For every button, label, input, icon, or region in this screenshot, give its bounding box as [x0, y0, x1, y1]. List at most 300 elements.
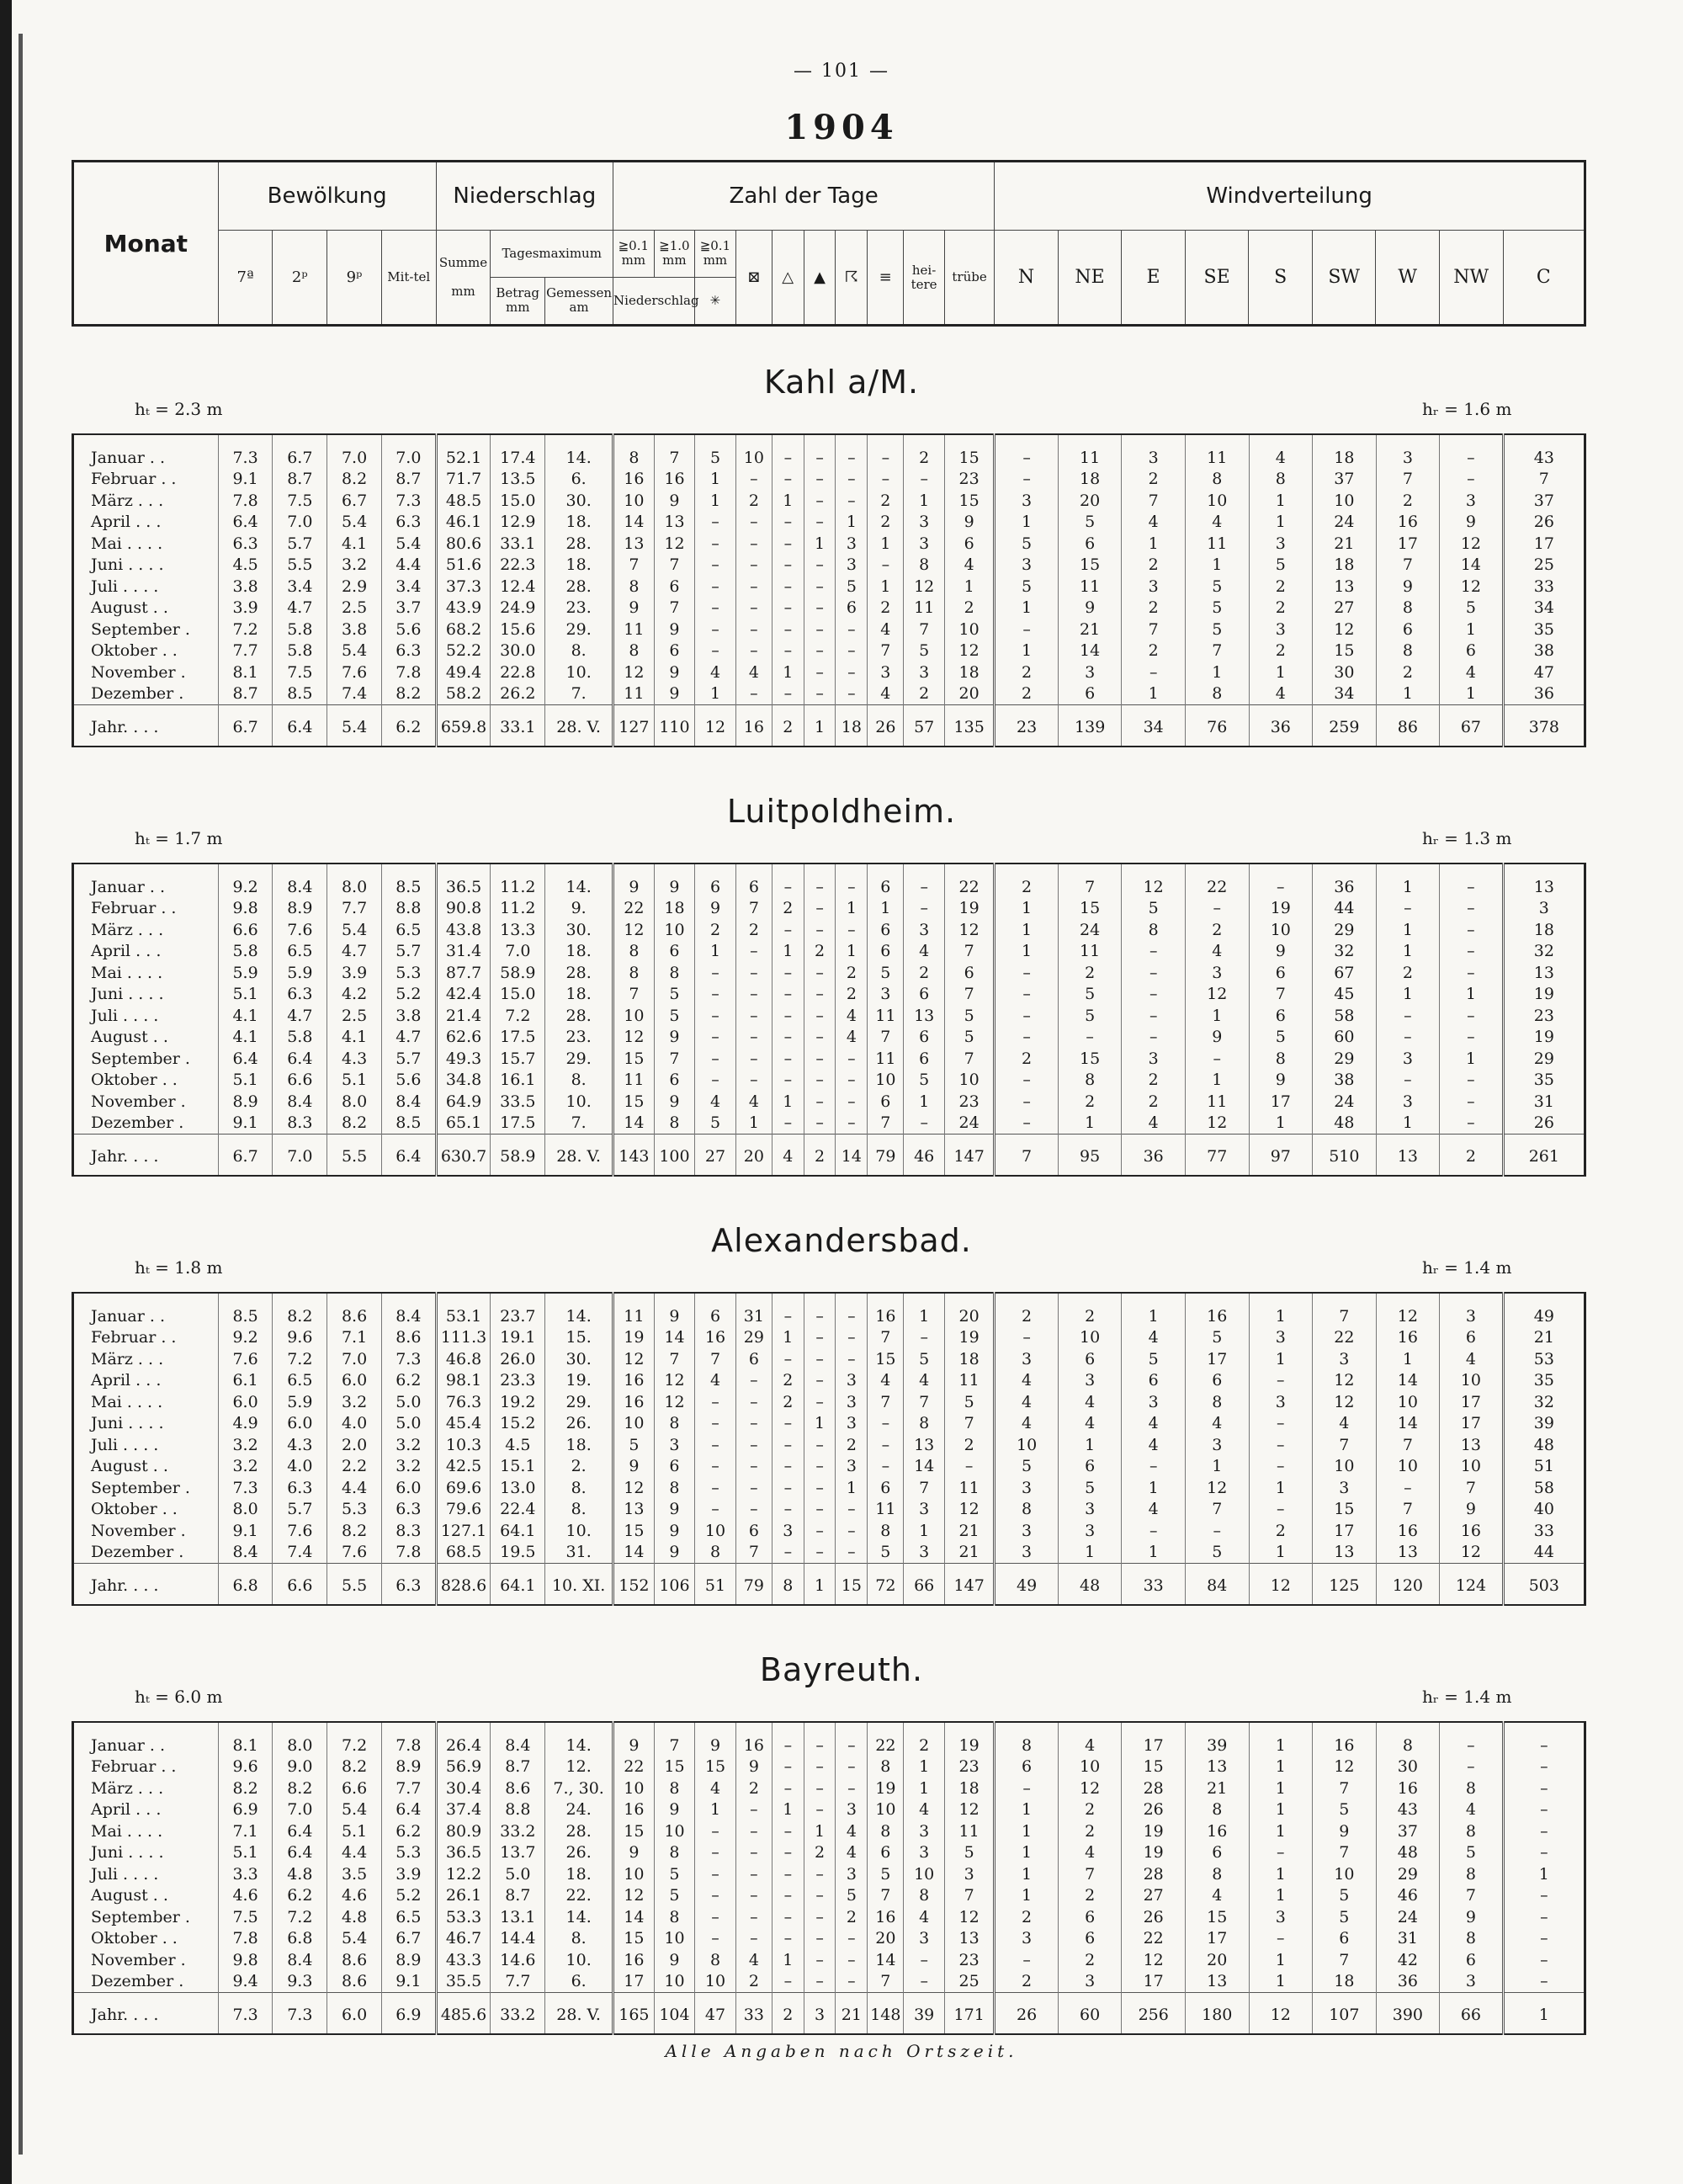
- table-cell: 4.3: [327, 1048, 382, 1070]
- table-cell: 42: [1376, 1949, 1440, 1971]
- table-cell: 4.0: [327, 1413, 382, 1435]
- table-cell: 2: [836, 1434, 868, 1456]
- month-row: [73, 1971, 1585, 1993]
- table-cell: –: [995, 1027, 1059, 1049]
- table-cell: 77: [1185, 1135, 1249, 1177]
- table-cell: 7: [654, 434, 695, 469]
- month-row: [73, 1499, 1585, 1521]
- table-cell: 8.2: [381, 683, 436, 705]
- month-row: [73, 1070, 1585, 1092]
- table-cell: 8: [613, 640, 655, 662]
- month-row: [73, 919, 1585, 941]
- table-cell: 6: [1249, 962, 1313, 984]
- table-cell: 14: [1376, 1413, 1440, 1435]
- table-cell: 14.4: [491, 1928, 545, 1950]
- table-cell: 1: [904, 1756, 945, 1778]
- table-cell: 3: [1313, 1477, 1377, 1499]
- table-cell: –: [804, 640, 836, 662]
- table-cell: 5: [1185, 598, 1249, 619]
- station-table: [72, 863, 1586, 1177]
- table-cell: 6.7: [381, 1928, 436, 1950]
- table-cell: 4: [1122, 1327, 1186, 1349]
- table-cell: 26.0: [491, 1348, 545, 1370]
- table-cell: 18.: [545, 1434, 613, 1456]
- table-cell: 51: [695, 1564, 736, 1606]
- table-cell: 2.9: [327, 576, 382, 598]
- table-cell: 9: [1440, 1906, 1504, 1928]
- table-cell: 6: [1313, 1928, 1377, 1950]
- table-cell: 26: [1503, 512, 1585, 534]
- table-cell: 23.: [545, 1027, 613, 1049]
- table-cell: 4: [772, 1135, 804, 1177]
- table-cell: –: [904, 1971, 945, 1993]
- table-cell: 16: [1185, 1293, 1249, 1327]
- table-cell: 8.5: [381, 864, 436, 898]
- table-cell: 3: [836, 533, 868, 555]
- table-cell: 21: [944, 1520, 994, 1542]
- table-cell: –: [1122, 1005, 1186, 1027]
- table-cell: 14.: [545, 434, 613, 469]
- table-cell: 17: [1185, 1348, 1249, 1370]
- table-cell: 21: [1058, 619, 1122, 640]
- table-cell: 124: [1440, 1564, 1504, 1606]
- table-cell: 10.: [545, 1520, 613, 1542]
- table-cell: 15: [944, 434, 994, 469]
- table-cell: –: [695, 1434, 736, 1456]
- table-cell: 7: [1313, 1293, 1377, 1327]
- table-cell: –: [868, 434, 904, 469]
- table-cell: 5.7: [273, 1499, 327, 1521]
- table-cell: 1: [1376, 1113, 1440, 1135]
- table-cell: 24: [1313, 1091, 1377, 1113]
- table-cell: 8.1: [218, 1722, 273, 1756]
- table-cell: 9.1: [218, 1113, 273, 1135]
- table-cell: –: [804, 490, 836, 512]
- table-cell: 5.8: [218, 941, 273, 963]
- table-cell: 3: [1376, 1091, 1440, 1113]
- table-cell: 13: [1376, 1135, 1440, 1177]
- table-cell: 3: [1503, 898, 1585, 920]
- table-cell: –: [772, 533, 804, 555]
- table-cell: 7: [1376, 1434, 1440, 1456]
- table-cell: 14.: [545, 1293, 613, 1327]
- table-cell: –: [735, 1842, 772, 1864]
- table-cell: 1: [904, 490, 945, 512]
- header-symbol-hail: ▲: [804, 231, 836, 326]
- table-cell: 4: [904, 941, 945, 963]
- table-cell: 8: [904, 1885, 945, 1907]
- table-cell: 6.4: [273, 705, 327, 747]
- table-cell: 2: [995, 662, 1059, 683]
- table-cell: 12: [944, 1499, 994, 1521]
- header-wind-c: C: [1503, 231, 1585, 326]
- table-cell: 35: [1503, 619, 1585, 640]
- table-cell: 5: [1313, 1799, 1377, 1821]
- table-cell: 11: [944, 1370, 994, 1392]
- table-cell: 19: [868, 1777, 904, 1799]
- table-cell: 5.9: [218, 962, 273, 984]
- table-cell: 139: [1058, 705, 1122, 747]
- table-cell: 7: [1122, 619, 1186, 640]
- table-cell: 7.3: [381, 490, 436, 512]
- table-cell: 15.7: [491, 1048, 545, 1070]
- table-cell: 1: [1122, 1293, 1186, 1327]
- table-cell: –: [772, 1863, 804, 1885]
- header-symbol-hail-soft: △: [772, 231, 804, 326]
- table-cell: 8: [1376, 1722, 1440, 1756]
- table-cell: 12: [654, 533, 695, 555]
- header-wind-ne: NE: [1058, 231, 1122, 326]
- table-cell: 1: [1249, 1820, 1313, 1842]
- table-cell: –: [772, 1048, 804, 1070]
- header-zahl-der-tage: Zahl der Tage: [613, 162, 995, 231]
- table-cell: 31.: [545, 1542, 613, 1564]
- table-cell: 16: [613, 1949, 655, 1971]
- table-cell: 21: [944, 1542, 994, 1564]
- table-cell: –: [735, 1027, 772, 1049]
- table-cell: 19: [1503, 1027, 1585, 1049]
- table-cell: 13: [944, 1928, 994, 1950]
- table-cell: –: [695, 1928, 736, 1950]
- table-cell: 9.1: [381, 1971, 436, 1993]
- table-cell: 10: [868, 1070, 904, 1092]
- table-cell: –: [804, 1971, 836, 1993]
- table-cell: 8.: [545, 1477, 613, 1499]
- table-cell: 4: [1249, 434, 1313, 469]
- table-cell: –: [836, 1971, 868, 1993]
- table-cell: 9: [613, 598, 655, 619]
- table-cell: 18.: [545, 1863, 613, 1885]
- table-cell: 3: [904, 512, 945, 534]
- table-cell: 12: [904, 576, 945, 598]
- month-label: September .: [73, 1477, 219, 1499]
- table-cell: 2: [836, 1906, 868, 1928]
- table-cell: –: [836, 1348, 868, 1370]
- table-cell: 6: [654, 640, 695, 662]
- table-cell: 36.5: [436, 864, 491, 898]
- table-cell: 7: [1376, 1499, 1440, 1521]
- table-cell: 29.: [545, 619, 613, 640]
- table-cell: 1: [772, 490, 804, 512]
- page-number: — 101 —: [794, 61, 889, 82]
- table-cell: 4.5: [491, 1434, 545, 1456]
- table-cell: –: [1122, 662, 1186, 683]
- table-cell: 10: [1249, 919, 1313, 941]
- table-cell: 45.4: [436, 1413, 491, 1435]
- table-cell: 14.: [545, 864, 613, 898]
- table-cell: 5.2: [381, 1885, 436, 1907]
- table-cell: 4: [735, 662, 772, 683]
- table-cell: 3.5: [327, 1863, 382, 1885]
- table-cell: 36: [1249, 705, 1313, 747]
- table-cell: 12: [1313, 1756, 1377, 1778]
- month-label: November .: [73, 1949, 219, 1971]
- table-cell: 13.0: [491, 1477, 545, 1499]
- table-cell: 25: [944, 1971, 994, 1993]
- table-cell: –: [868, 1413, 904, 1435]
- table-cell: 6: [868, 1842, 904, 1864]
- table-cell: 3: [836, 555, 868, 577]
- table-cell: 4: [1249, 683, 1313, 705]
- table-cell: 6.4: [273, 1048, 327, 1070]
- table-cell: 2: [1122, 598, 1186, 619]
- table-cell: 10: [613, 1005, 655, 1027]
- table-cell: 5.3: [381, 962, 436, 984]
- table-cell: 6: [1058, 533, 1122, 555]
- table-cell: 19: [944, 1722, 994, 1756]
- table-cell: 5.4: [327, 919, 382, 941]
- table-cell: 53: [1503, 1348, 1585, 1370]
- table-cell: 261: [1503, 1135, 1585, 1177]
- table-cell: –: [804, 1048, 836, 1070]
- table-cell: 1: [1376, 984, 1440, 1006]
- table-cell: 1: [695, 469, 736, 491]
- table-cell: –: [772, 1348, 804, 1370]
- table-cell: 5.1: [218, 1070, 273, 1092]
- table-cell: 19.5: [491, 1542, 545, 1564]
- table-cell: 1: [995, 1885, 1059, 1907]
- table-cell: –: [735, 619, 772, 640]
- table-cell: 6: [1122, 1370, 1186, 1392]
- table-cell: 2: [1249, 598, 1313, 619]
- table-cell: –: [804, 1434, 836, 1456]
- table-cell: 1: [1249, 1777, 1313, 1799]
- header-ge-10: ≧1.0 mm: [654, 231, 695, 278]
- table-cell: 37: [1313, 469, 1377, 491]
- table-cell: 14: [654, 1327, 695, 1349]
- table-cell: 1: [1440, 984, 1504, 1006]
- table-cell: 31.4: [436, 941, 491, 963]
- table-cell: 4.8: [273, 1863, 327, 1885]
- table-cell: 8.4: [273, 1949, 327, 1971]
- table-cell: –: [836, 1928, 868, 1950]
- table-cell: 1: [695, 490, 736, 512]
- table-cell: –: [1440, 434, 1504, 469]
- table-cell: –: [1440, 941, 1504, 963]
- table-cell: 5: [1185, 1542, 1249, 1564]
- table-cell: 2: [995, 683, 1059, 705]
- table-cell: 8: [868, 1756, 904, 1778]
- table-cell: 9: [654, 683, 695, 705]
- station-ht: hₜ = 6.0 m: [135, 1687, 223, 1707]
- table-cell: –: [735, 1434, 772, 1456]
- month-row: [73, 1477, 1585, 1499]
- table-cell: 3: [1313, 1348, 1377, 1370]
- table-cell: 10: [1185, 490, 1249, 512]
- table-cell: –: [804, 1863, 836, 1885]
- table-cell: 16: [1376, 1327, 1440, 1349]
- header-symbol-fog: ≡: [868, 231, 904, 326]
- table-cell: 2: [1122, 555, 1186, 577]
- table-cell: –: [804, 1370, 836, 1392]
- table-cell: 1: [1249, 662, 1313, 683]
- table-cell: 2: [804, 1135, 836, 1177]
- table-cell: 49: [1503, 1293, 1585, 1327]
- header-ge-01-snow: ≧0.1 mm: [695, 231, 736, 278]
- table-cell: 1: [1249, 1949, 1313, 1971]
- table-cell: 4.1: [327, 533, 382, 555]
- table-cell: 3.2: [327, 1391, 382, 1413]
- table-cell: 8: [613, 962, 655, 984]
- table-cell: –: [995, 984, 1059, 1006]
- table-cell: –: [836, 1499, 868, 1521]
- table-cell: 11: [1058, 576, 1122, 598]
- month-label: Juli . . . .: [73, 1863, 219, 1885]
- table-cell: –: [1440, 1756, 1504, 1778]
- table-cell: 4: [1058, 1391, 1122, 1413]
- table-cell: 29: [1376, 1863, 1440, 1885]
- table-cell: 9: [654, 1499, 695, 1521]
- table-cell: 6: [1058, 683, 1122, 705]
- table-cell: 8: [1185, 469, 1249, 491]
- table-cell: 4: [944, 555, 994, 577]
- table-cell: –: [995, 1091, 1059, 1113]
- table-cell: –: [904, 469, 945, 491]
- table-cell: 12: [1376, 1293, 1440, 1327]
- month-row: [73, 1327, 1585, 1349]
- table-cell: 10: [695, 1971, 736, 1993]
- table-cell: 5.7: [381, 941, 436, 963]
- table-cell: 8: [772, 1564, 804, 1606]
- table-cell: 12.9: [491, 512, 545, 534]
- table-cell: 9: [735, 1756, 772, 1778]
- table-cell: 33.1: [491, 705, 545, 747]
- table-cell: –: [735, 1391, 772, 1413]
- table-cell: 2: [772, 705, 804, 747]
- table-cell: 30.0: [491, 640, 545, 662]
- month-label: November .: [73, 1091, 219, 1113]
- month-row: [73, 434, 1585, 469]
- table-cell: 5: [1185, 1327, 1249, 1349]
- table-cell: 5: [613, 1434, 655, 1456]
- table-cell: –: [735, 1885, 772, 1907]
- table-cell: 2: [1185, 919, 1249, 941]
- table-cell: 4.7: [381, 1027, 436, 1049]
- table-cell: 8.8: [491, 1799, 545, 1821]
- table-cell: 4: [904, 1370, 945, 1392]
- table-cell: 1: [868, 898, 904, 920]
- table-cell: 7: [868, 1327, 904, 1349]
- column-header-table: [72, 160, 1586, 327]
- table-cell: 6: [735, 1348, 772, 1370]
- table-cell: –: [735, 1456, 772, 1478]
- table-cell: 7: [904, 619, 945, 640]
- table-cell: –: [772, 469, 804, 491]
- table-cell: –: [772, 1842, 804, 1864]
- table-cell: 30: [1376, 1756, 1440, 1778]
- table-cell: 19: [944, 1327, 994, 1349]
- table-cell: 4.0: [273, 1456, 327, 1478]
- table-cell: 7.: [545, 683, 613, 705]
- table-cell: –: [1440, 1113, 1504, 1135]
- table-cell: 6: [735, 864, 772, 898]
- header-ge-01: ≧0.1 mm: [613, 231, 655, 278]
- table-cell: –: [904, 1327, 945, 1349]
- table-cell: 1: [995, 598, 1059, 619]
- table-cell: 19.: [545, 1370, 613, 1392]
- table-cell: 5: [1058, 1477, 1122, 1499]
- table-cell: 2: [995, 864, 1059, 898]
- table-cell: 19: [1249, 898, 1313, 920]
- table-cell: 7: [1185, 1499, 1249, 1521]
- table-cell: –: [836, 1722, 868, 1756]
- table-cell: 7.8: [218, 1928, 273, 1950]
- table-cell: 9.6: [218, 1756, 273, 1778]
- table-cell: 80.6: [436, 533, 491, 555]
- table-cell: 3: [836, 1391, 868, 1413]
- table-cell: 2: [995, 1048, 1059, 1070]
- table-cell: –: [772, 1070, 804, 1092]
- table-cell: 8.9: [273, 898, 327, 920]
- table-cell: 28. V.: [545, 1993, 613, 2035]
- table-cell: 1: [836, 1477, 868, 1499]
- month-label: April . . .: [73, 941, 219, 963]
- table-cell: 36: [1313, 864, 1377, 898]
- table-cell: 60: [1313, 1027, 1377, 1049]
- table-cell: 1: [1122, 1477, 1186, 1499]
- table-cell: –: [735, 555, 772, 577]
- table-cell: 7.0: [381, 434, 436, 469]
- table-cell: 8.4: [491, 1722, 545, 1756]
- table-cell: 6.9: [218, 1799, 273, 1821]
- table-cell: 10: [695, 1520, 736, 1542]
- table-cell: –: [772, 1456, 804, 1478]
- table-cell: 5.0: [381, 1413, 436, 1435]
- table-cell: –: [772, 962, 804, 984]
- table-cell: 5.1: [218, 1842, 273, 1864]
- table-cell: 64.1: [491, 1564, 545, 1606]
- table-cell: 9: [654, 662, 695, 683]
- table-cell: –: [772, 1722, 804, 1756]
- table-cell: 10.3: [436, 1434, 491, 1456]
- table-cell: 3.4: [381, 576, 436, 598]
- table-cell: 19: [1503, 984, 1585, 1006]
- table-cell: 9.2: [218, 1327, 273, 1349]
- table-cell: 4.1: [218, 1005, 273, 1027]
- table-cell: 24: [1313, 512, 1377, 534]
- table-cell: 3: [1376, 434, 1440, 469]
- table-cell: 14.: [545, 1722, 613, 1756]
- year-total-row: [73, 1993, 1585, 2035]
- table-cell: –: [695, 1863, 736, 1885]
- table-cell: 104: [654, 1993, 695, 2035]
- table-cell: 510: [1313, 1135, 1377, 1177]
- table-cell: 1: [1503, 1993, 1585, 2035]
- table-cell: 2: [995, 1971, 1059, 1993]
- month-label: August . .: [73, 1456, 219, 1478]
- table-cell: 5.4: [327, 640, 382, 662]
- table-cell: 12: [1122, 1949, 1186, 1971]
- table-cell: –: [804, 555, 836, 577]
- table-cell: 8.7: [491, 1756, 545, 1778]
- table-cell: 7: [868, 1885, 904, 1907]
- table-cell: 1: [1185, 1070, 1249, 1092]
- header-windverteilung: Windverteilung: [995, 162, 1585, 231]
- table-cell: 3: [772, 1520, 804, 1542]
- table-cell: 60: [1058, 1993, 1122, 2035]
- table-cell: 15.1: [491, 1456, 545, 1478]
- table-cell: –: [1249, 1928, 1313, 1950]
- table-cell: 66: [1440, 1993, 1504, 2035]
- table-cell: 10: [613, 1413, 655, 1435]
- month-label: Oktober . .: [73, 1928, 219, 1950]
- table-cell: 165: [613, 1993, 655, 2035]
- month-row: [73, 1949, 1585, 1971]
- header-trube: trübe: [944, 231, 994, 326]
- table-cell: –: [1503, 1842, 1585, 1864]
- table-cell: –: [836, 864, 868, 898]
- table-cell: 1: [1376, 683, 1440, 705]
